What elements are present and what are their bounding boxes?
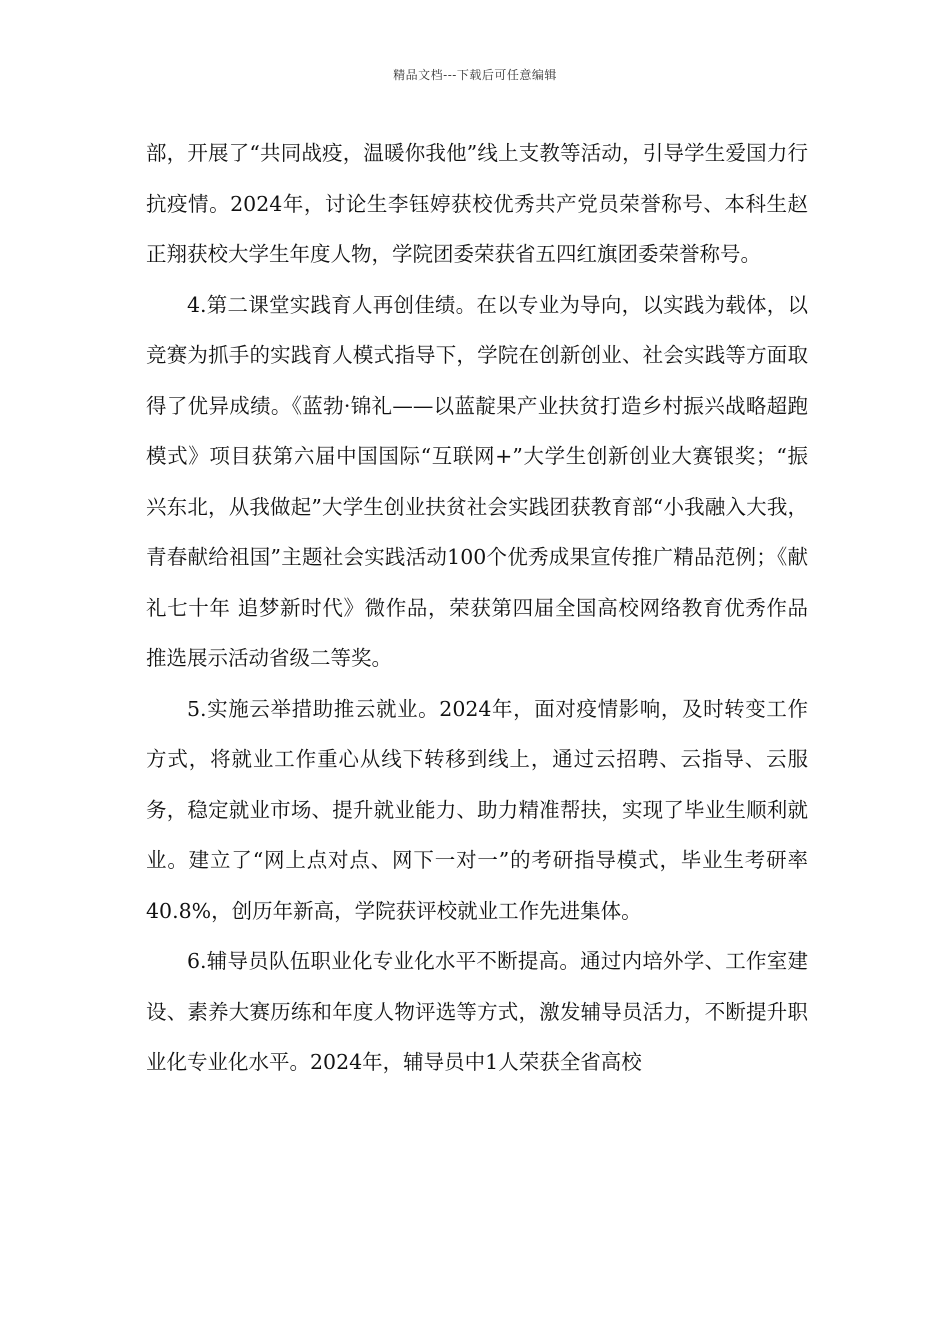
paragraph-item-5: 5.实施云举措助推云就业。2024年，面对疫情影响，及时转变工作方式，将就业工作重心从线下转移到线上，通过云招聘、云指导、云服务，稳定就业市场、提升就业能力、助力精准帮扶，实现了毕业生顺利就业。建立了“网上点对点、网下一对一”的考研指导模式，毕业生考研率40.8%，创历年新高，学院获评校就业工作先进集体。 [146,696,808,923]
page-header: 精品文档---下载后可任意编辑 [393,68,557,82]
paragraph-item-4: 4.第二课堂实践育人再创佳绩。在以专业为导向，以实践为载体，以竞赛为抓手的实践育人模式指导下，学院在创新创业、社会实践等方面取得了优异成绩。《蓝勃·锦礼——以蓝靛果产业扶贫打造乡村振兴战略超跑模式》项目获第六届中国国际“互联网+”大学生创新创业大赛银奖；“振兴东北，从我做起”大学生创业扶贫社会实践团获教育部“小我融入大我，青春献给祖国”主题社会实践活动100个优秀成果宣传推广精品范例；《献礼七十年 追梦新时代》微作品，荣获第四届全国高校网络教育优秀作品推选展示活动省级二等奖。 [146,292,808,670]
paragraph-continuation: 部，开展了“共同战疫，温暖你我他”线上支教等活动，引导学生爱国力行抗疫情。2024年，讨论生李钰婷获校优秀共产党员荣誉称号、本科生赵正翔获校大学生年度人物，学院团委荣获省五四红旗团委荣誉称号。 [146,141,808,266]
document-body [146,128,808,1088]
paragraph-item-6: 6.辅导员队伍职业化专业化水平不断提高。通过内培外学、工作室建设、素养大赛历练和年度人物评选等方式，激发辅导员活力，不断提升职业化专业化水平。2024年，辅导员中1人荣获全省高校 [146,949,808,1074]
